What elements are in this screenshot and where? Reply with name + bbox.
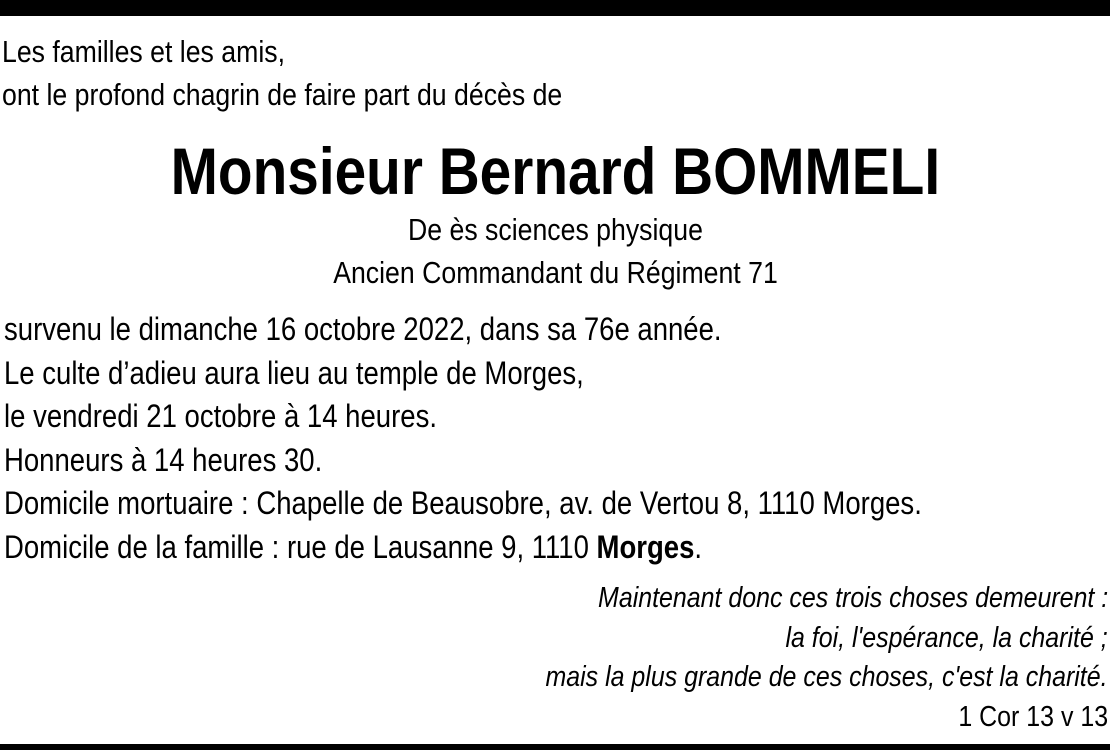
deceased-titles xyxy=(0,208,1110,294)
details-line-5: Domicile mortuaire : Chapelle de Beausobre, av. de Vertou 8, 1110 Morges. xyxy=(4,485,922,521)
details-line-4: Honneurs à 14 heures 30. xyxy=(4,441,323,478)
intro-line-2: ont le profond chagrin de faire part du décès de xyxy=(2,77,563,112)
details-line-1: survenu le dimanche 16 octobre 2022, dans sa 76e année. xyxy=(4,311,722,347)
deceased-title-1: De ès sciences physique xyxy=(407,212,703,247)
bible-quote xyxy=(454,579,1108,737)
deceased-title-2: Ancien Commandant du Régiment 71 xyxy=(332,255,778,290)
details-line-6 xyxy=(4,526,922,570)
details-line-6-town: Morges xyxy=(596,528,695,565)
details-line-6-suffix: . xyxy=(694,528,703,565)
details-line-6-prefix: Domicile de la famille : rue de Lausanne 9, 1110 xyxy=(4,528,597,565)
top-border-rule xyxy=(0,0,1110,16)
details-line-2: Le culte d’adieu aura lieu au temple de Morges, xyxy=(4,354,584,391)
intro-text xyxy=(2,30,562,116)
quote-line-2: la foi, l'espérance, la charité ; xyxy=(785,621,1108,654)
quote-reference: 1 Cor 13 v 13 xyxy=(958,700,1108,733)
quote-line-1: Maintenant donc ces trois choses demeurent : xyxy=(597,582,1108,614)
deceased-name-heading xyxy=(0,135,1110,207)
funeral-details xyxy=(4,308,922,569)
details-line-3: le vendredi 21 octobre à 14 heures. xyxy=(4,398,437,434)
intro-line-1: Les familles et les amis, xyxy=(2,34,285,69)
quote-line-3: mais la plus grande de ces choses, c'est la charité. xyxy=(545,661,1108,693)
deceased-name: Monsieur Bernard BOMMELI xyxy=(170,134,940,208)
bottom-border-rule xyxy=(0,744,1110,750)
